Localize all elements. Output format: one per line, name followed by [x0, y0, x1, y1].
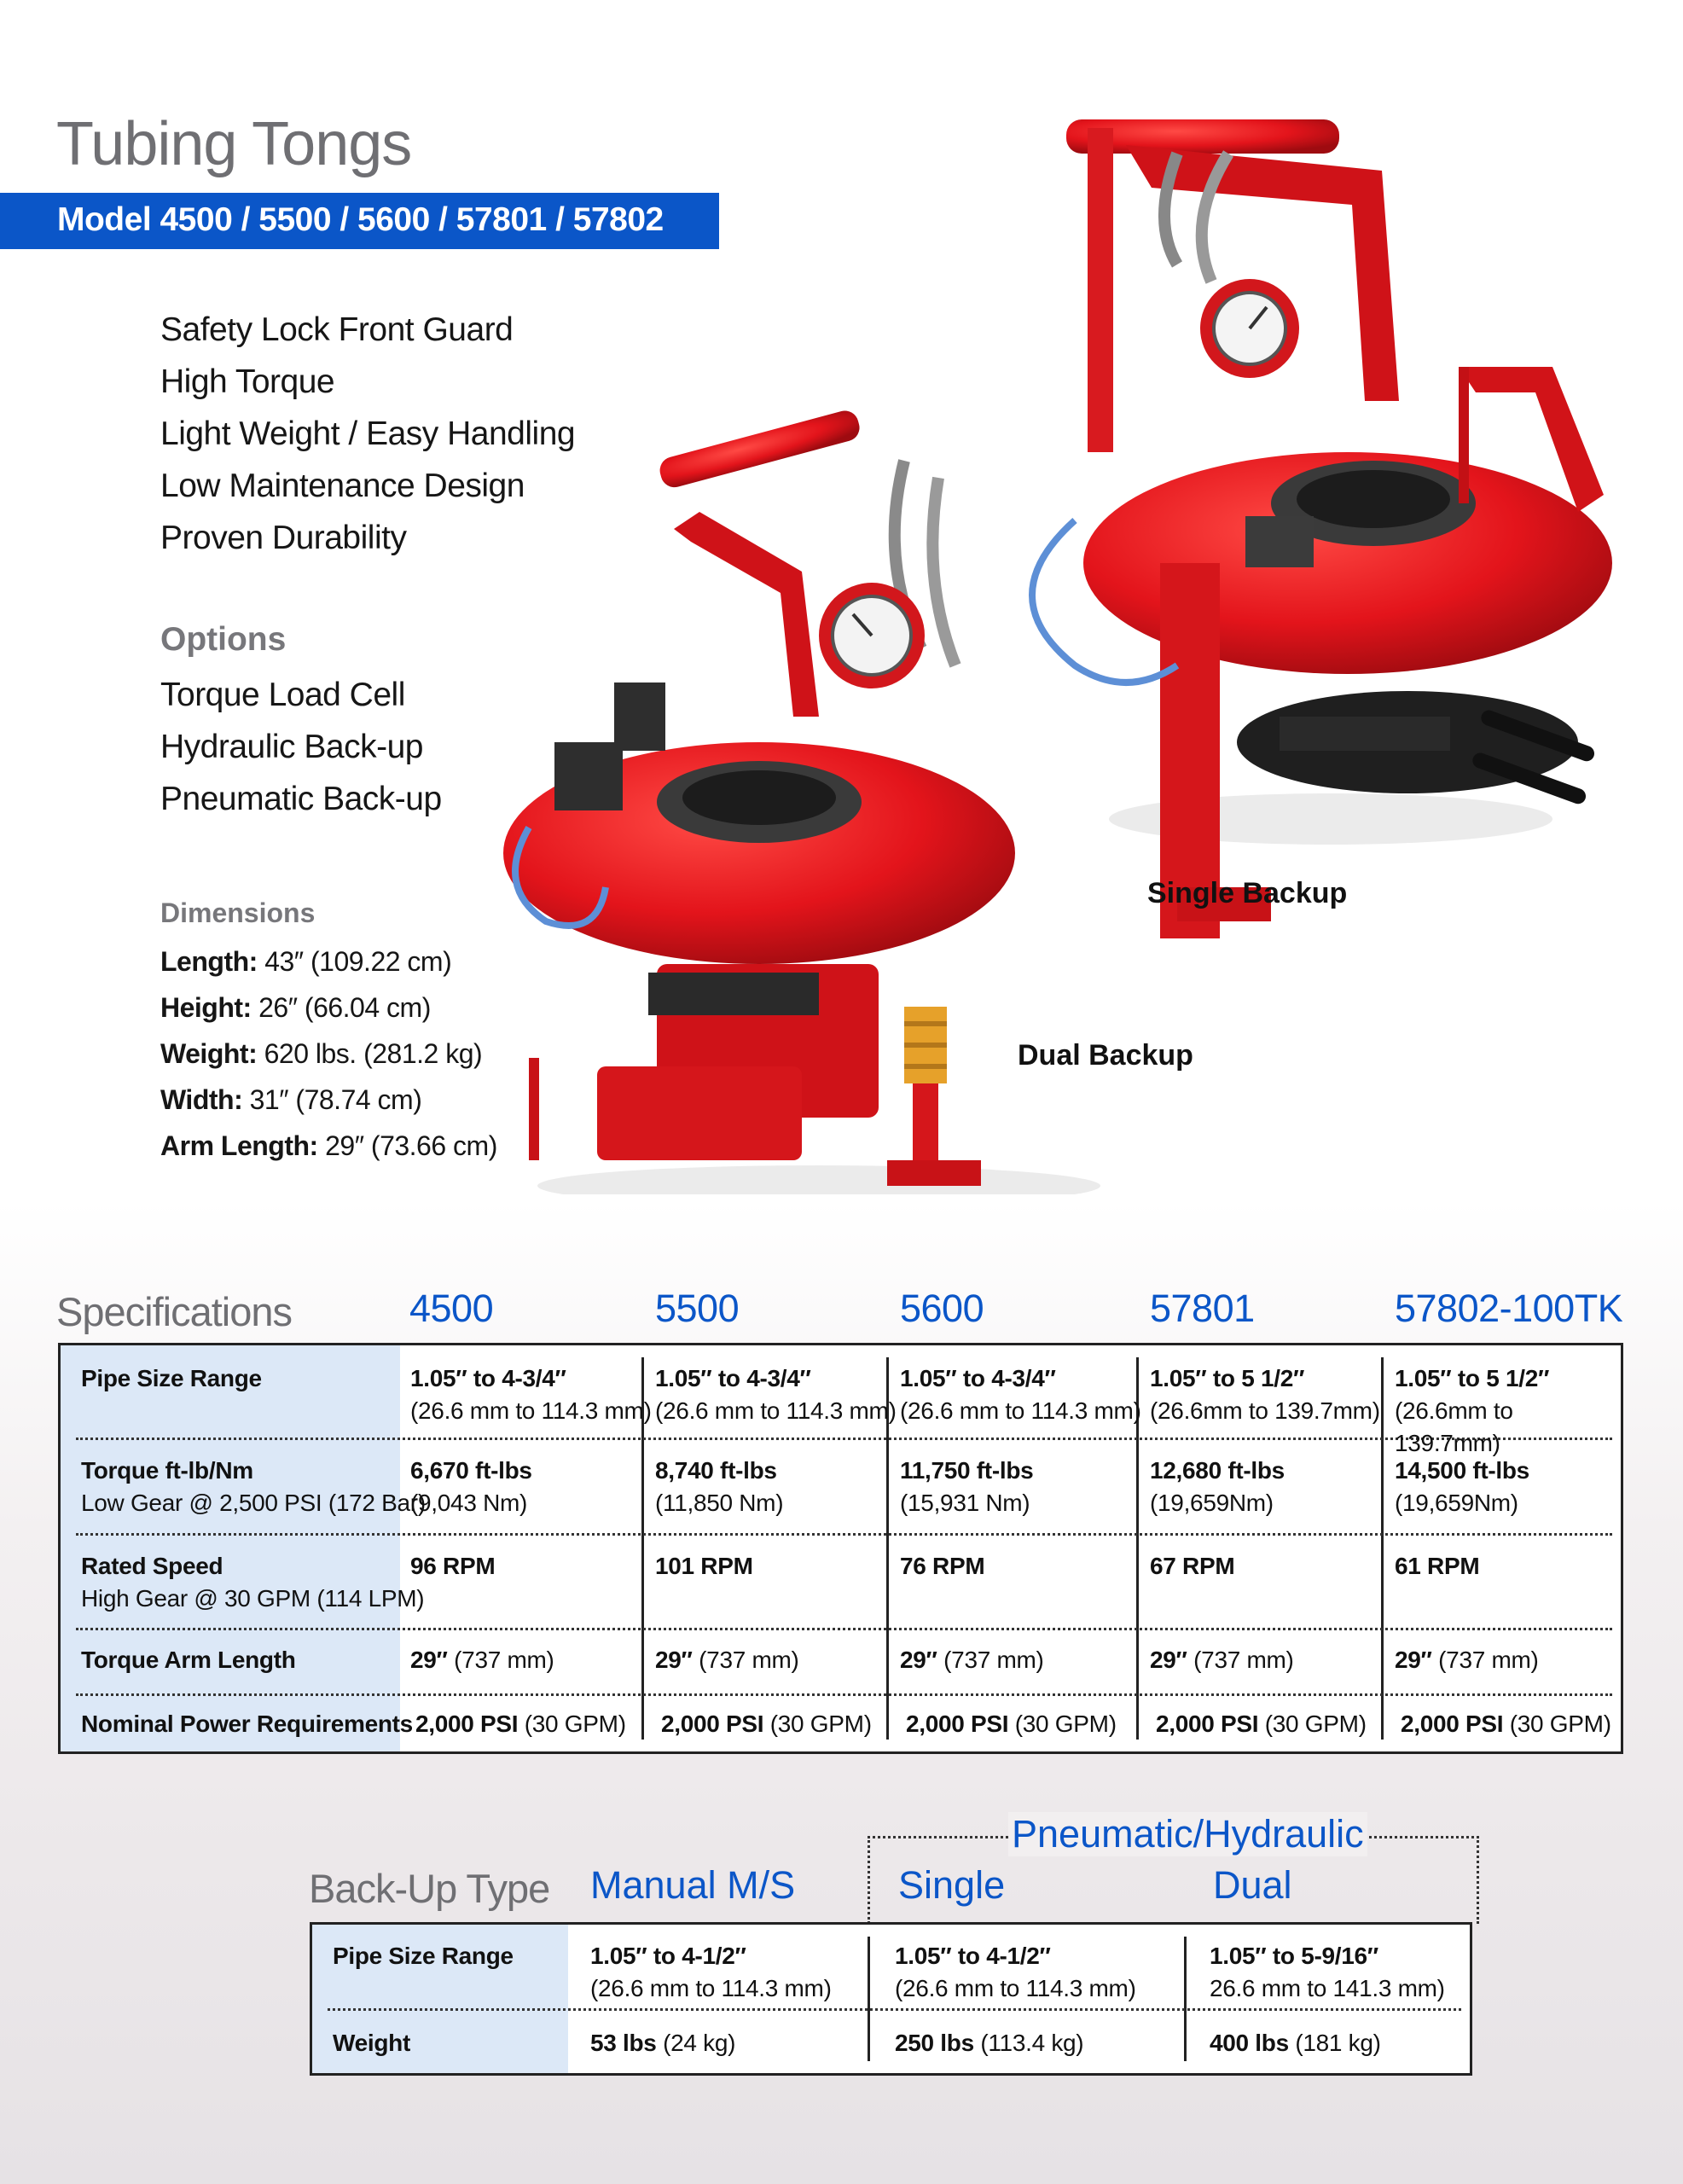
dimensions-heading: Dimensions	[160, 897, 316, 928]
options-heading: Options	[160, 621, 287, 658]
row-divider	[76, 1693, 1612, 1696]
table-cell: 14,500 ft-lbs (19,659Nm)	[1395, 1457, 1529, 1516]
backup-column-header: Single	[898, 1863, 1006, 1907]
row-label: Pipe Size Range	[81, 1365, 262, 1391]
column-divider	[1381, 1357, 1384, 1740]
feature-item: Low Maintenance Design	[160, 468, 525, 504]
options-list	[160, 669, 442, 825]
dimension-label: Length:	[160, 946, 258, 977]
dimension-label: Weight:	[160, 1038, 258, 1069]
model-column-header: 57802-100TK	[1395, 1287, 1623, 1330]
table-cell: 67 RPM	[1150, 1553, 1235, 1579]
table-cell: 1.05″ to 5-9/16″ 26.6 mm to 141.3 mm)	[1210, 1943, 1445, 2001]
model-banner-text: Model 4500 / 5500 / 5600 / 57801 / 57802	[57, 201, 664, 238]
dimension-value: 29″ (73.66 cm)	[317, 1130, 497, 1161]
row-label: Weight	[333, 2030, 411, 2056]
table-cell: 2,000 PSI (30 GPM)	[661, 1711, 872, 1737]
dimension-value: 620 lbs. (281.2 kg)	[257, 1038, 483, 1069]
table-cell: 1.05″ to 5 1/2″ (26.6mm to 139.7mm)	[1395, 1365, 1550, 1456]
dual-backup-tong	[503, 408, 1100, 1194]
backup-column-header: Dual	[1213, 1863, 1292, 1907]
label-column-shading	[61, 1345, 400, 1751]
table-cell: 400 lbs (181 kg)	[1210, 2030, 1381, 2056]
page-title: Tubing Tongs	[56, 110, 412, 178]
specifications-table	[58, 1343, 1623, 1754]
row-label: Torque ft-lb/Nm Low Gear @ 2,500 PSI (172 Bar)	[81, 1457, 426, 1516]
row-divider	[76, 1628, 1612, 1630]
column-divider	[1184, 1937, 1187, 2061]
table-cell: 6,670 ft-lbs (9,043 Nm)	[410, 1457, 532, 1516]
table-cell: 96 RPM	[410, 1553, 496, 1579]
row-label: Torque Arm Length	[81, 1647, 296, 1673]
feature-item: Light Weight / Easy Handling	[160, 415, 576, 452]
dimension-label: Height:	[160, 992, 252, 1023]
option-item: Hydraulic Back-up	[160, 729, 423, 765]
table-cell: 76 RPM	[900, 1553, 985, 1579]
table-cell: 53 lbs (24 kg)	[590, 2030, 736, 2056]
table-cell: 1.05″ to 4-1/2″ (26.6 mm to 114.3 mm)	[590, 1943, 832, 2001]
dual-backup-caption: Dual Backup	[1018, 1039, 1193, 1072]
row-divider	[76, 1438, 1612, 1440]
dimension-label: Arm Length:	[160, 1130, 318, 1161]
tubing-tong-illustration	[478, 119, 1655, 1194]
table-cell: 8,740 ft-lbs (11,850 Nm)	[655, 1457, 784, 1516]
row-label: Nominal Power Requirements	[81, 1711, 413, 1737]
dimension-label: Width:	[160, 1084, 243, 1115]
dimension-item	[160, 985, 497, 1031]
table-cell: 1.05″ to 4-3/4″ (26.6 mm to 114.3 mm)	[900, 1365, 1141, 1424]
table-cell: 29″ (737 mm)	[410, 1647, 554, 1673]
option-item: Torque Load Cell	[160, 677, 405, 713]
dimension-item	[160, 1077, 497, 1123]
dimension-item	[160, 1123, 497, 1169]
backup-column-header: Manual M/S	[590, 1863, 796, 1907]
backup-type-title: Back-Up Type	[309, 1866, 550, 1911]
row-label: Pipe Size Range	[333, 1943, 514, 1969]
table-cell: 29″ (737 mm)	[1395, 1647, 1539, 1673]
table-cell: 29″ (737 mm)	[655, 1647, 799, 1673]
dimension-item	[160, 938, 497, 985]
option-item: Pneumatic Back-up	[160, 781, 442, 817]
table-cell: 250 lbs (113.4 kg)	[895, 2030, 1084, 2056]
table-cell: 1.05″ to 4-3/4″ (26.6 mm to 114.3 mm)	[410, 1365, 652, 1424]
table-cell: 2,000 PSI (30 GPM)	[906, 1711, 1117, 1737]
table-cell: 2,000 PSI (30 GPM)	[415, 1711, 626, 1737]
row-label: Rated Speed High Gear @ 30 GPM (114 LPM)	[81, 1553, 425, 1612]
table-cell: 61 RPM	[1395, 1553, 1480, 1579]
dimension-value: 31″ (78.74 cm)	[242, 1084, 422, 1115]
pneumatic-hydraulic-heading: Pneumatic/Hydraulic	[1008, 1812, 1367, 1856]
feature-item: Proven Durability	[160, 520, 407, 556]
table-cell: 2,000 PSI (30 GPM)	[1401, 1711, 1611, 1737]
dimension-value: 26″ (66.04 cm)	[251, 992, 431, 1023]
row-divider	[328, 2008, 1461, 2011]
feature-item: Safety Lock Front Guard	[160, 311, 514, 348]
row-divider	[76, 1533, 1612, 1536]
backup-type-table	[310, 1922, 1472, 2076]
table-cell: 29″ (737 mm)	[1150, 1647, 1294, 1673]
single-backup-tong	[1032, 119, 1612, 938]
single-backup-caption: Single Backup	[1147, 877, 1348, 909]
model-column-header: 4500	[409, 1287, 494, 1330]
dimension-value: 43″ (109.22 cm)	[257, 946, 452, 977]
table-cell: 29″ (737 mm)	[900, 1647, 1044, 1673]
model-column-header: 57801	[1150, 1287, 1255, 1330]
table-cell: 2,000 PSI (30 GPM)	[1156, 1711, 1367, 1737]
model-column-header: 5500	[655, 1287, 740, 1330]
table-cell: 1.05″ to 4-3/4″ (26.6 mm to 114.3 mm)	[655, 1365, 897, 1424]
table-cell: 12,680 ft-lbs (19,659Nm)	[1150, 1457, 1285, 1516]
specifications-title: Specifications	[56, 1289, 292, 1334]
dimension-item	[160, 1031, 497, 1077]
table-cell: 101 RPM	[655, 1553, 753, 1579]
column-divider	[868, 1937, 870, 2061]
dimensions-list	[160, 938, 497, 1169]
table-cell: 1.05″ to 5 1/2″ (26.6mm to 139.7mm)	[1150, 1365, 1380, 1424]
table-cell: 11,750 ft-lbs (15,931 Nm)	[900, 1457, 1034, 1516]
table-cell: 1.05″ to 4-1/2″ (26.6 mm to 114.3 mm)	[895, 1943, 1136, 2001]
model-column-header: 5600	[900, 1287, 984, 1330]
feature-item: High Torque	[160, 363, 335, 400]
